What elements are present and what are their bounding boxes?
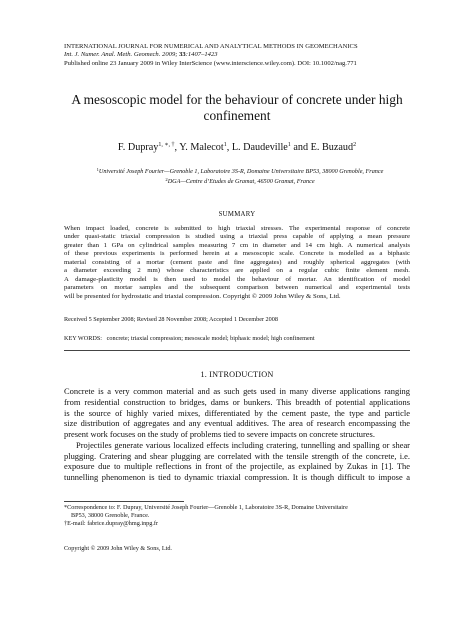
- footnote-correspondence-cont: BP53, 38000 Grenoble, France.: [71, 511, 150, 519]
- footnote-correspondence: *Correspondence to: F. Dupray, Université Joseph Fourier—Grenoble 1, Laboratoire 3S-R, Domaine Universitaire: [64, 504, 348, 511]
- citation-volume: 33: [179, 51, 186, 59]
- body-line: is the source of highly varied mixes, differentiated by the cement paste, the type and particle: [64, 407, 410, 418]
- journal-name: INTERNATIONAL JOURNAL FOR NUMERICAL AND ANALYTICAL METHODS IN GEOMECHANICS: [64, 43, 358, 50]
- body-line: tunnelling phenomenon is tied to dynamic triaxial compression. It is though difficult to impose a: [64, 472, 410, 482]
- body-line: present work focuses on the study of problems tied to severe impacts on concrete structures.: [64, 429, 375, 439]
- affiliation-text: Université Joseph Fourier—Grenoble 1, Laboratoire 3S-R, Domaine Universitaire BP53, 38000 Grenoble, France: [98, 168, 384, 175]
- journal-citation: [64, 51, 424, 59]
- body-line: Projectiles generate various localized effects including cratering, tunnelling and spalling or shear: [76, 439, 410, 450]
- abstract-line: parameters on mortar samples and the subsequent comparison between numerical and experimental tests: [64, 284, 410, 292]
- author-name: L. Daudeville: [231, 142, 288, 153]
- author-name: E. Buzaud: [310, 142, 354, 153]
- body-line: from residential construction to bridges, dams or bunkers. This breadth of potential applications: [64, 396, 410, 407]
- citation-pages: :1407–1423: [185, 51, 218, 59]
- author-mark: 1, ∗, †: [158, 142, 175, 148]
- abstract-line: greater than 1 GPa on cylindrical samples measuring 7 cm in diameter and 14 cm high. A numerical analysis: [64, 241, 410, 249]
- footnotes: [64, 504, 410, 528]
- affiliation-mark: 2: [165, 177, 168, 183]
- abstract: [64, 225, 410, 301]
- summary-heading: SUMMARY: [218, 211, 256, 218]
- keywords-label: KEY WORDS:: [64, 335, 102, 342]
- section-divider: [64, 350, 410, 351]
- abstract-line: A damage-plasticity model is then used to model the behaviour of mortar. An identification of model: [64, 275, 410, 283]
- journal-online: Published online 23 January 2009 in Wiley InterScience (www.interscience.wiley.com). DOI: 10.1002/nag.771: [64, 59, 357, 67]
- keywords-text: concrete; triaxial compression; mesoscale model; biphasic model; high confinement: [106, 335, 315, 342]
- title-line-1: A mesoscopic model for the behaviour of concrete under high: [71, 92, 403, 107]
- footnote-email: †E-mail: fabrice.dupray@hmg.inpg.fr: [64, 519, 159, 527]
- keywords: [64, 335, 410, 342]
- title-line-2: confinement: [203, 107, 271, 123]
- body-line: plugging. Cratering and shear plugging are correlated with the tensile strength of the concrete, i.e.: [64, 450, 410, 461]
- footnote-divider: [64, 501, 184, 502]
- abstract-line: will be presented for hydrostatic and triaxial compression. Copyright © 2009 John Wiley & Sons, Ltd.: [64, 292, 341, 300]
- affiliation-text: DGA—Centre d’Etudes de Gramat, 46500 Gramat, France: [167, 178, 315, 186]
- author-mark: 2: [353, 142, 357, 148]
- body-line: exposure due to multiple reflections in front of the projectile, as explained by Zukas in [1]. The: [64, 461, 410, 472]
- author-name: F. Dupray: [117, 142, 159, 153]
- abstract-line: under quasi-static triaxial compression is studied using a triaxial press capable of applying a mean pressure: [64, 233, 410, 241]
- author-mark: 1: [287, 142, 291, 148]
- abstract-line: of these previous experiments is performed herein at a mesoscopic scale. Concrete is modelled as a biphasic: [64, 250, 410, 258]
- author-mark: 1: [223, 142, 227, 148]
- abstract-line: material consisting of a mortar (cement paste and fine aggregates) and roughly spherical aggregates (with: [64, 258, 410, 266]
- citation-prefix: Int. J. Numer. Anal. Meth. Geomech.: [64, 51, 161, 59]
- section-heading: 1. INTRODUCTION: [200, 370, 274, 379]
- body-line: size distribution of aggregates and any eventual additives. The area of research encompassing the: [64, 418, 410, 429]
- author-name: Y. Malecot: [179, 142, 224, 153]
- affiliation-mark: 1: [96, 167, 99, 172]
- journal-header: [64, 43, 424, 68]
- author-list: F. Dupray$^{1, ∗, \dagger}$, Y. Malecot$^1$, L. Daudeville$^1$ and E. Buzaud$^2$: [117, 142, 357, 153]
- abstract-line: a diameter exceeding 2 mm) whose characteristics are applied on a regular cubic finite element mesh.: [64, 267, 410, 275]
- received-dates: Received 5 September 2008; Revised 28 November 2008; Accepted 1 December 2008: [64, 316, 278, 323]
- paper-title: [60, 92, 414, 123]
- copyright-notice: Copyright © 2009 John Wiley & Sons, Ltd.: [64, 545, 172, 552]
- affiliations: [40, 166, 440, 187]
- body-text: [64, 386, 410, 483]
- citation-year: 2009;: [162, 51, 178, 59]
- abstract-line: When impact loaded, concrete is submitted to high triaxial stresses. The experimental response of concrete: [64, 225, 410, 232]
- affiliation: [40, 176, 440, 186]
- affiliation: [40, 166, 440, 176]
- body-line: Concrete is a very common material and as such gets used in many diverse applications ranging: [64, 386, 410, 396]
